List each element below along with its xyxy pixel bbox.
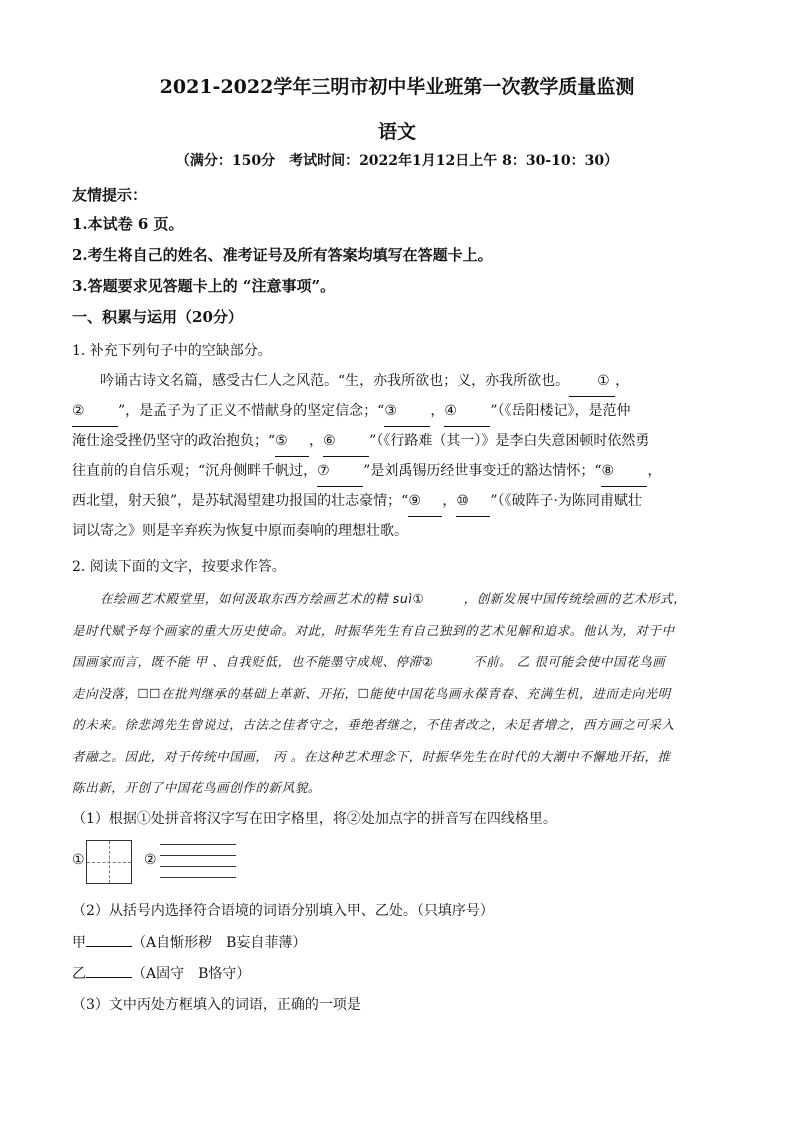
answer-jia — [72, 932, 722, 952]
q1-line — [72, 366, 722, 397]
passage-line: 走向没落，☐☐在批判继承的基础上革新、开拓，☐能使中国花鸟画永葆青春、充满生机，进而走向光明 — [72, 685, 671, 701]
marker-1: ① — [72, 852, 85, 868]
blank-number: ⑤ — [275, 433, 288, 449]
q1-line — [72, 456, 722, 487]
sub-question-3: （3）文中丙处方框填入的词语，正确的一项是 — [72, 997, 361, 1013]
answer-blank[interactable] — [86, 977, 132, 978]
text: ， — [615, 373, 630, 389]
text: ”（《岳阳楼记》，是范仲 — [490, 403, 631, 419]
four-line-grid[interactable] — [160, 844, 236, 880]
grid-line — [160, 877, 236, 878]
text: 西北望，射天狼”，是苏轼渴望建功报国的壮志豪情；“ — [72, 493, 409, 509]
answer-blank[interactable] — [408, 486, 442, 517]
answer-blank[interactable] — [317, 456, 363, 487]
passage-line: 的未来。徐悲鸿先生曾说过，古法之佳者守之，垂绝者继之，不佳者改之，未足者增之，西方画之可采入 — [72, 717, 675, 732]
answer-blank[interactable] — [323, 426, 369, 457]
label-jia: 甲 — [72, 935, 86, 951]
answer-blank[interactable] — [86, 946, 132, 947]
answer-blank[interactable] — [601, 456, 647, 487]
text: ”，是孟子为了正义不惜献身的坚定信念；“ — [118, 403, 385, 419]
tip-item: 1.本试卷 6 页。 — [72, 215, 184, 233]
exam-meta: （满分：150分 考试时间：2022年1月12日上午 8：30-10：30） — [175, 153, 619, 169]
q1-line — [72, 396, 722, 427]
answer-blank[interactable] — [444, 396, 490, 427]
options-yi: （A固守 B恪守） — [132, 966, 251, 982]
blank-number: ⑦ — [317, 463, 330, 479]
text: ， — [309, 433, 324, 449]
reading-passage — [72, 583, 722, 804]
blank-number: ⑨ — [408, 493, 421, 509]
tian-grid-box[interactable] — [86, 840, 132, 884]
q1-line — [72, 516, 722, 546]
blank-number: ⑩ — [456, 493, 469, 509]
marker-2: ② — [144, 852, 157, 868]
blank-number: ① — [597, 373, 610, 389]
question-2-prompt: 2. 阅读下面的文字，按要求作答。 — [72, 559, 286, 575]
sub-question-2: （2）从括号内选择符合语境的词语分别填入甲、乙处。（只填序号） — [72, 903, 494, 919]
text: ， — [442, 493, 457, 509]
text: ”（《行路难（其一）》是李白失意困顿时依然勇 — [369, 433, 650, 449]
text: 词以寄之》则是辛弃疾为恢复中原而奏响的理想壮歌。 — [72, 523, 408, 539]
blank-number: ⑧ — [601, 463, 615, 479]
answer-blank[interactable] — [275, 426, 309, 457]
text: ”是刘禹锡历经世事变迁的豁达情怀；“ — [363, 463, 602, 479]
answer-blank[interactable] — [384, 396, 430, 427]
text: 往直前的自信乐观；“沉舟侧畔千帆过， — [72, 463, 318, 479]
text: 淹仕途受挫仍坚守的政治抱负；“ — [72, 433, 276, 449]
blank-number: ② — [72, 403, 85, 419]
q1-line — [72, 426, 722, 457]
section-heading: 一、积累与运用（20分） — [72, 308, 243, 326]
answer-yi — [72, 963, 722, 983]
question-1-prompt: 1. 补充下列句子中的空缺部分。 — [72, 343, 272, 359]
text: 吟诵古诗文名篇，感受古仁人之风范。“生，亦我所欲也；义，亦我所欲也。 — [100, 373, 570, 389]
passage-line: 国画家而言，既不能 甲 、自我贬低，也不能墨守成规、停滞② 不前。 乙 很可能会使中国花鸟画 — [72, 654, 666, 669]
exam-title: 2021-2022学年三明市初中毕业班第一次教学质量监测 — [159, 76, 635, 98]
grid-line — [160, 866, 236, 867]
answer-blank[interactable] — [569, 366, 615, 397]
tips-heading: 友情提示： — [72, 186, 148, 204]
label-yi: 乙 — [72, 966, 86, 982]
text: ， — [647, 463, 662, 479]
subject-title: 语文 — [377, 121, 416, 143]
blank-number: ③ — [384, 403, 397, 419]
sub-question-1: （1）根据①处拼音将汉字写在田字格里，将②处加点字的拼音写在四线格里。 — [72, 811, 557, 827]
tip-item: 2.考生将自己的姓名、准考证号及所有答案均填写在答题卡上。 — [72, 246, 493, 264]
answer-blank[interactable] — [72, 396, 118, 427]
passage-line: 在绘画艺术殿堂里，如何汲取东西方绘画艺术的精 suì① ，创新发展中国传统绘画的艺术形式， — [100, 591, 687, 606]
passage-line: 者融之。因此，对于传统中国画， 丙 。在这种艺术理念下，时振华先生在时代的大潮中不懈地开拓，推 — [72, 748, 671, 764]
passage-line: 陈出新，开创了中国花鸟画创作的新风貌。 — [72, 780, 321, 795]
grid-line — [160, 855, 236, 856]
passage-line: 是时代赋予每个画家的重大历史使命。对此，时振华先生有自己独到的艺术见解和追求。他认为，对于中 — [72, 622, 675, 638]
tip-item: 3.答题要求见答题卡上的 “注意事项”。 — [72, 277, 336, 295]
answer-blank[interactable] — [456, 486, 490, 517]
options-jia: （A自惭形秽 B妄自菲薄） — [132, 935, 307, 951]
q1-line — [72, 486, 722, 517]
text: ”（《破阵子·为陈同甫赋壮 — [490, 493, 642, 509]
text: ， — [430, 403, 445, 419]
blank-number: ④ — [444, 403, 457, 419]
grid-line — [160, 844, 236, 845]
grid-guide — [109, 841, 110, 883]
blank-number: ⑥ — [323, 433, 336, 449]
